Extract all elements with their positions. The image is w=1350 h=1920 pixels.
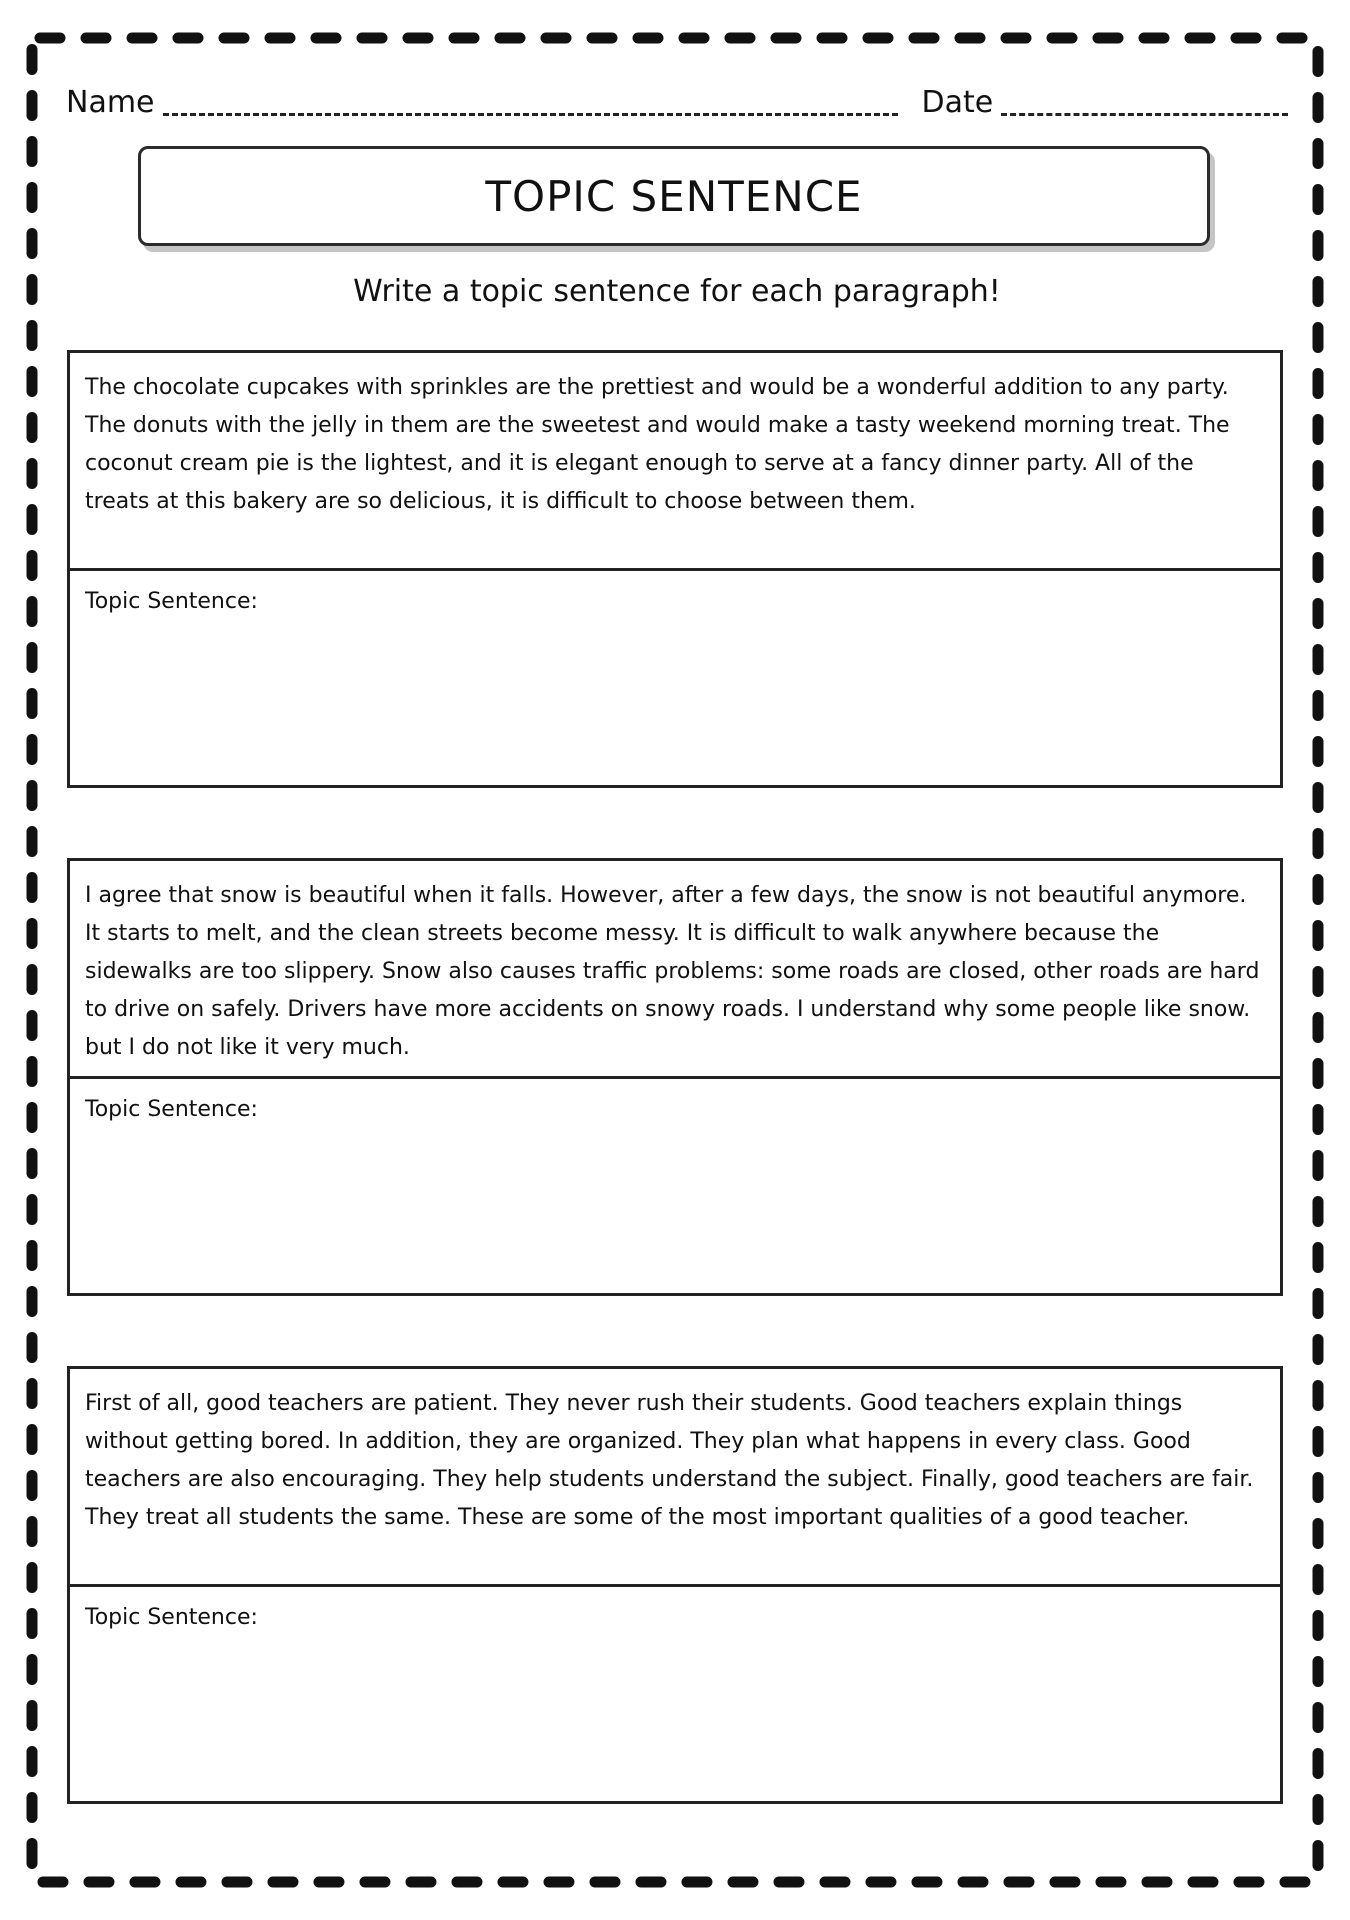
name-blank[interactable]: [163, 99, 898, 116]
topic-sentence-answer-area[interactable]: [70, 1079, 1280, 1122]
page-title: TOPIC SENTENCE: [138, 146, 1210, 246]
exercise-1: [67, 350, 1283, 788]
paragraph-text: I agree that snow is beautiful when it falls. However, after a few days, the snow is not beautiful anymore. It starts to melt, and the clean streets become messy. It is difficult to walk anywhere because the sidewalks are too slippery. Snow also causes traffic problems: some roads are closed, other roads are hard to drive on safely. Drivers have more accidents on snowy roads. I understand why some people like snow. but I do not like it very much.: [70, 861, 1280, 1079]
name-date-line: [66, 80, 1288, 120]
name-label: Name: [66, 85, 155, 120]
instructions: Write a topic sentence for each paragraph!: [353, 274, 1001, 309]
paragraph-text: The chocolate cupcakes with sprinkles are the prettiest and would be a wonderful addition to any party. The donuts with the jelly in them are the sweetest and would make a tasty weekend morning treat. The coconut cream pie is the lightest, and it is elegant enough to serve at a fancy dinner party. All of the treats at this bakery are so delicious, it is difficult to choose between them.: [70, 353, 1280, 571]
exercise-3: [67, 1366, 1283, 1804]
topic-sentence-answer-area[interactable]: [70, 1587, 1280, 1630]
topic-sentence-label: Topic Sentence:: [85, 589, 258, 614]
topic-sentence-label: Topic Sentence:: [85, 1097, 258, 1122]
topic-sentence-label: Topic Sentence:: [85, 1605, 258, 1630]
date-blank[interactable]: [1001, 99, 1288, 116]
paragraph-text: First of all, good teachers are patient. They never rush their students. Good teachers explain things without getting bored. In addition, they are organized. They plan what happens in every class. Good teachers are also encouraging. They help students understand the subject. Finally, good teachers are fair. They treat all students the same. These are some of the most important qualities of a good teacher.: [70, 1369, 1280, 1587]
topic-sentence-answer-area[interactable]: [70, 571, 1280, 614]
exercise-2: [67, 858, 1283, 1296]
date-label: Date: [921, 85, 994, 120]
